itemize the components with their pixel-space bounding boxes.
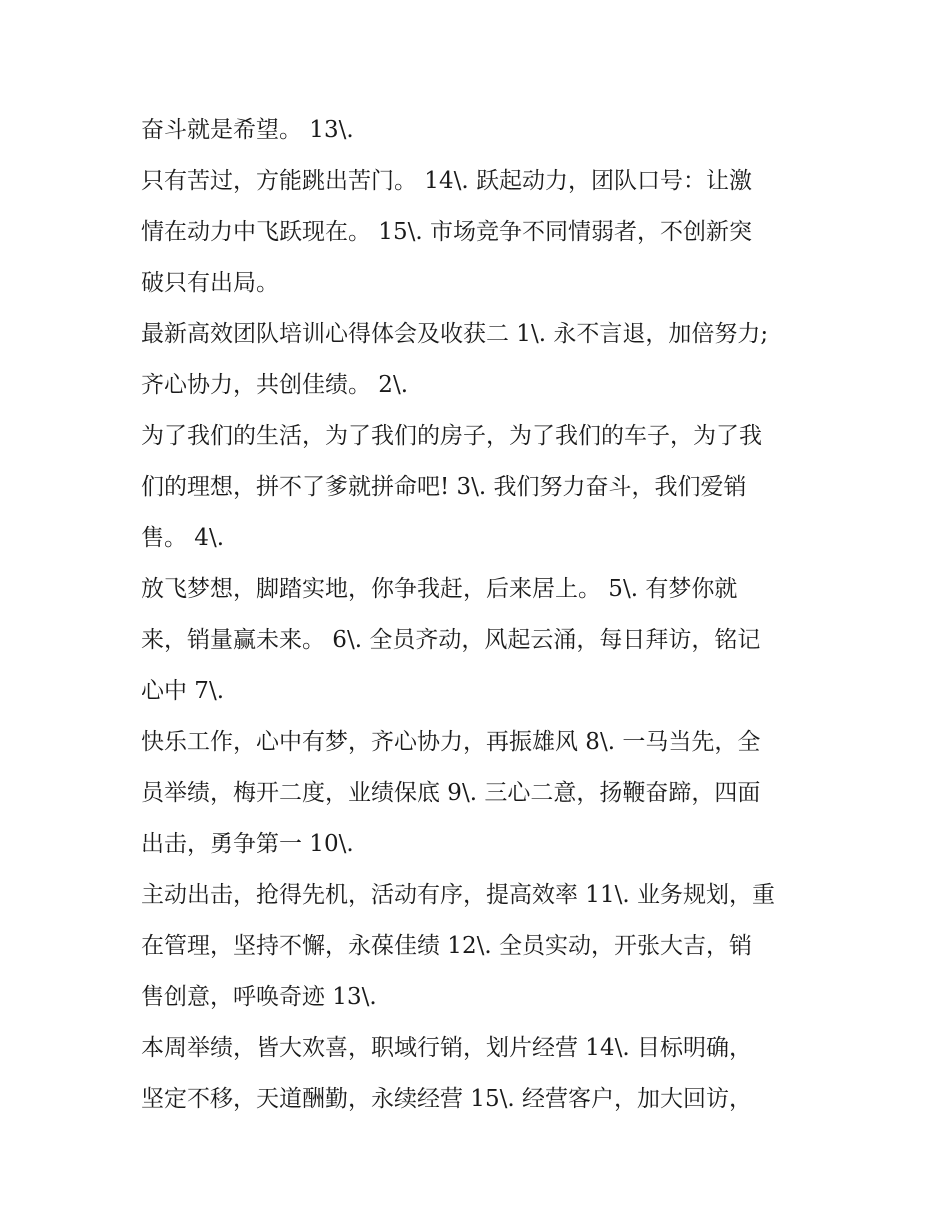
text-line: 主动出击，抢得先机，活动有序，提高效率 11\. 业务规划，重	[141, 882, 775, 908]
text-line: 心中 7\.	[141, 678, 225, 704]
text-line: 员举绩，梅开二度，业绩保底 9\. 三心二意，扬鞭奋蹄，四面	[141, 780, 761, 806]
text-line: 们的理想，拼不了爹就拼命吧! 3\. 我们努力奋斗，我们爱销	[141, 474, 747, 500]
text-line: 奋斗就是希望。 13\.	[141, 117, 354, 143]
text-line: 只有苦过，方能跳出苦门。 14\. 跃起动力，团队口号：让激	[141, 168, 752, 194]
text-line: 破只有出局。	[141, 270, 279, 296]
text-line: 在管理，坚持不懈，永葆佳绩 12\. 全员实动，开张大吉，销	[141, 933, 752, 959]
text-line: 齐心协力，共创佳绩。 2\.	[141, 372, 409, 398]
text-line: 为了我们的生活，为了我们的房子，为了我们的车子，为了我	[141, 423, 762, 449]
text-line: 出击，勇争第一 10\.	[141, 831, 354, 857]
text-line: 本周举绩，皆大欢喜，职域行销，划片经营 14\. 目标明确，	[141, 1035, 752, 1061]
text-line: 售创意，呼唤奇迹 13\.	[141, 984, 377, 1010]
text-line: 最新高效团队培训心得体会及收获二 1\. 永不言退，加倍努力;	[141, 321, 769, 347]
text-line: 坚定不移，天道酬勤，永续经营 15\. 经营客户，加大回访，	[141, 1086, 752, 1112]
text-line: 情在动力中飞跃现在。 15\. 市场竞争不同情弱者，不创新突	[141, 219, 752, 245]
text-line: 售。 4\.	[141, 525, 225, 551]
text-line: 放飞梦想，脚踏实地，你争我赶，后来居上。 5\. 有梦你就	[141, 576, 738, 602]
text-line: 来，销量赢未来。 6\. 全员齐动，风起云涌，每日拜访，铭记	[141, 627, 761, 653]
text-line: 快乐工作，心中有梦，齐心协力，再振雄风 8\. 一马当先，全	[141, 729, 761, 755]
